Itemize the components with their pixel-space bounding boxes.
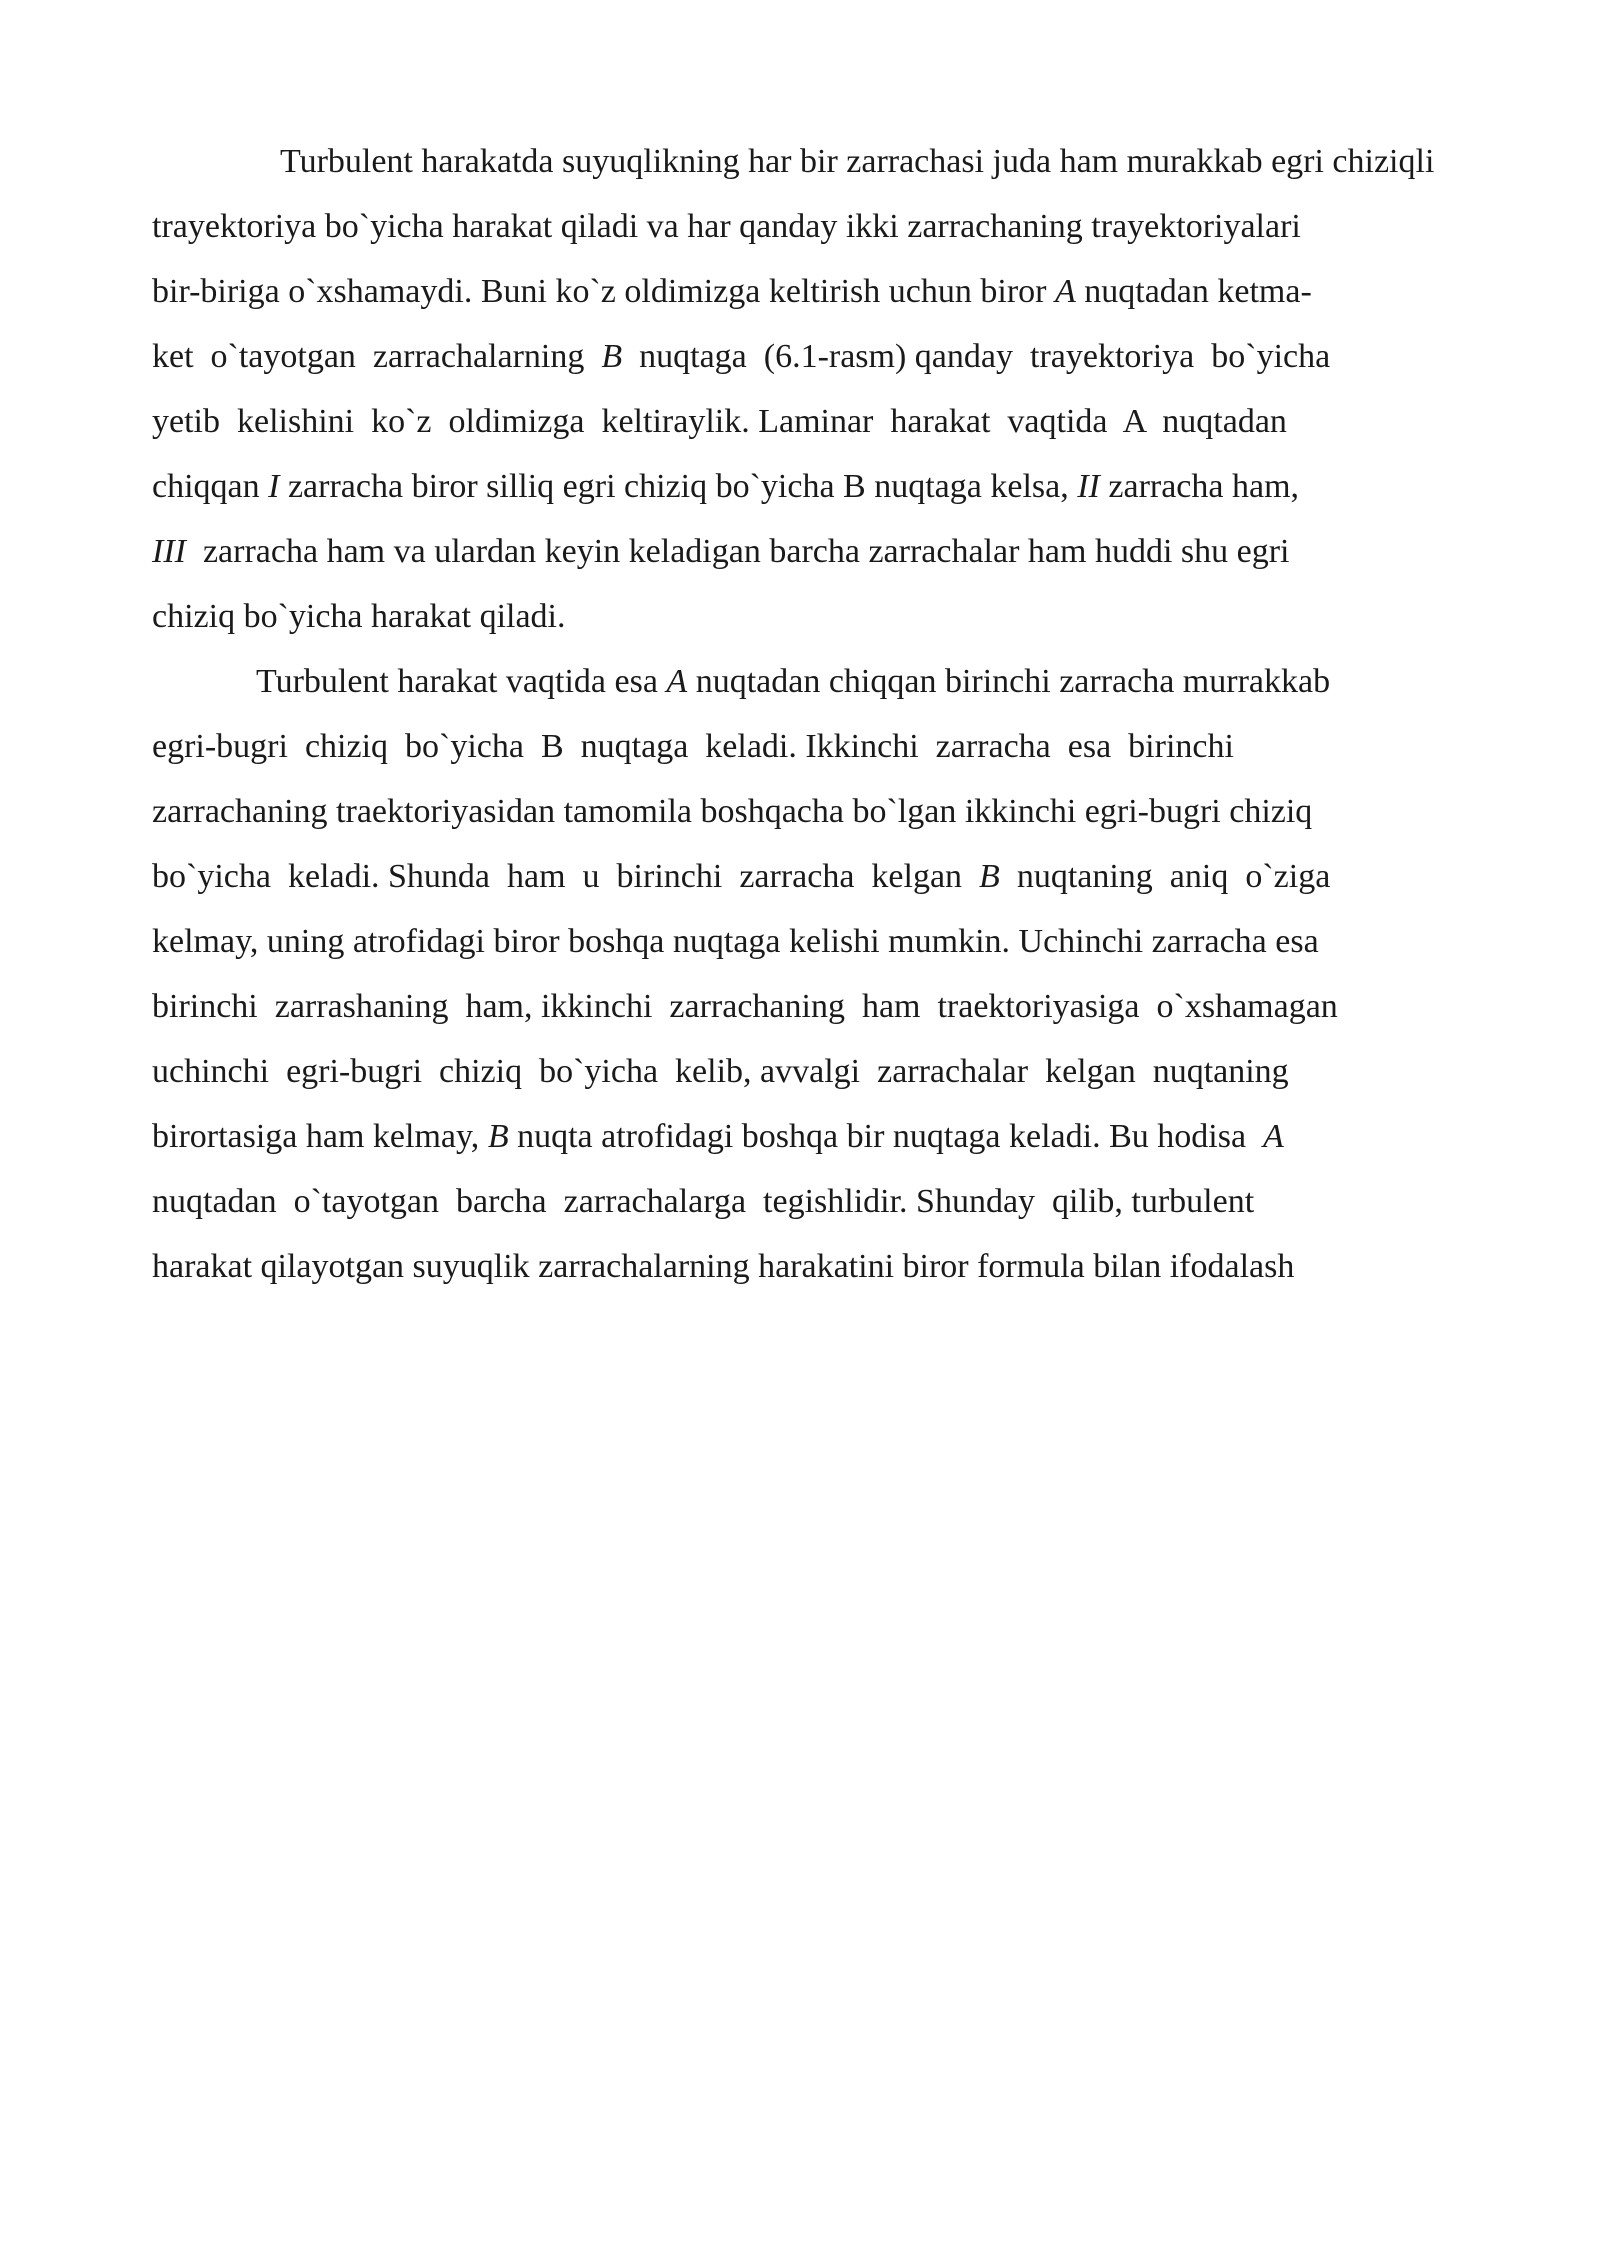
text-run: bir-biriga o`xshamaydi. Buni ko`z oldimizga keltirish uchun biror xyxy=(152,273,1055,310)
text-run: chiziq bo`yicha harakat qiladi. xyxy=(152,598,566,635)
paragraph-1-line-7 xyxy=(152,532,1289,572)
text-run: uchinchi egri-bugri chiziq bo`yicha kelib, avvalgi zarrachalar kelgan nuqtaning xyxy=(152,1053,1289,1090)
text-run: zarracha ham, xyxy=(1099,468,1300,505)
paragraph-1-line-8 xyxy=(152,597,566,637)
text-run: zarracha biror silliq egri chiziq bo`yicha B nuqtaga kelsa, xyxy=(279,468,1078,505)
text-run: nuqtadan chiqqan birinchi zarracha murrakkab xyxy=(687,663,1331,700)
text-run: chiqqan xyxy=(152,468,269,505)
text-run: Turbulent harakatda suyuqlikning har bir zarrachasi juda ham murakkab egri chiziqli xyxy=(280,143,1435,180)
paragraph-1-line-3 xyxy=(152,272,1312,312)
paragraph-1-line-4 xyxy=(152,337,1330,377)
text-run: birinchi zarrashaning ham, ikkinchi zarrachaning ham traektoriyasiga o`xshamagan xyxy=(152,988,1338,1025)
text-run: nuqta atrofidagi boshqa bir nuqtaga keladi. Bu hodisa xyxy=(508,1118,1264,1155)
paragraph-2-line-2 xyxy=(152,727,1234,767)
italic-symbol: A xyxy=(1054,273,1076,310)
italic-symbol: A xyxy=(666,663,688,700)
paragraph-2-line-10 xyxy=(152,1247,1294,1287)
italic-symbol: A xyxy=(1263,1118,1284,1155)
paragraph-2-line-4 xyxy=(152,857,1330,897)
text-run: nuqtadan o`tayotgan barcha zarrachalarga tegishlidir. Shunday qilib, turbulent xyxy=(152,1183,1255,1220)
paragraph-1-line-6 xyxy=(152,467,1299,507)
text-run: zarracha ham va ulardan keyin keladigan barcha zarrachalar ham huddi shu egri xyxy=(185,533,1290,570)
text-run: birortasiga ham kelmay, xyxy=(152,1118,488,1155)
paragraph-2-line-3 xyxy=(152,792,1312,832)
text-run: harakat qilayotgan suyuqlik zarrachalarning harakatini biror formula bilan ifodalash xyxy=(152,1248,1295,1285)
italic-symbol: B xyxy=(487,1118,509,1155)
text-run: nuqtaga (6.1-rasm) qanday trayektoriya bo`yicha xyxy=(622,338,1331,375)
text-run: ket o`tayotgan zarrachalarning xyxy=(152,338,602,375)
text-run: yetib kelishini ko`z oldimizga keltiraylik. Laminar harakat vaqtida A nuqtadan xyxy=(152,403,1287,440)
text-run: kelmay, uning atrofidagi biror boshqa nuqtaga kelishi mumkin. Uchinchi zarracha esa xyxy=(152,923,1319,960)
italic-symbol: II xyxy=(1077,468,1100,505)
paragraph-2-line-5 xyxy=(152,922,1319,962)
paragraph-2-line-7 xyxy=(152,1052,1289,1092)
italic-symbol: B xyxy=(979,858,1000,895)
text-run: nuqtaning aniq o`ziga xyxy=(999,858,1331,895)
italic-symbol: III xyxy=(152,533,186,570)
italic-symbol: B xyxy=(601,338,623,375)
paragraph-1-line-2 xyxy=(152,207,1301,247)
text-run: zarrachaning traektoriyasidan tamomila boshqacha bo`lgan ikkinchi egri-bugri chiziq xyxy=(152,793,1313,830)
paragraph-2-line-1 xyxy=(256,662,1330,702)
text-run: egri-bugri chiziq bo`yicha B nuqtaga keladi. Ikkinchi zarracha esa birinchi xyxy=(152,728,1234,765)
text-run: bo`yicha keladi. Shunda ham u birinchi zarracha kelgan xyxy=(152,858,980,895)
paragraph-1-line-5 xyxy=(152,402,1287,442)
paragraph-1-line-1 xyxy=(280,142,1434,182)
italic-symbol: I xyxy=(268,468,280,505)
paragraph-2-line-9 xyxy=(152,1182,1254,1222)
text-run: nuqtadan ketma- xyxy=(1075,273,1312,310)
text-run: Turbulent harakat vaqtida esa xyxy=(256,663,667,700)
paragraph-2-line-6 xyxy=(152,987,1338,1027)
text-run: trayektoriya bo`yicha harakat qiladi va har qanday ikki zarrachaning trayektoriyalari xyxy=(152,208,1301,245)
paragraph-2-line-8 xyxy=(152,1117,1284,1157)
